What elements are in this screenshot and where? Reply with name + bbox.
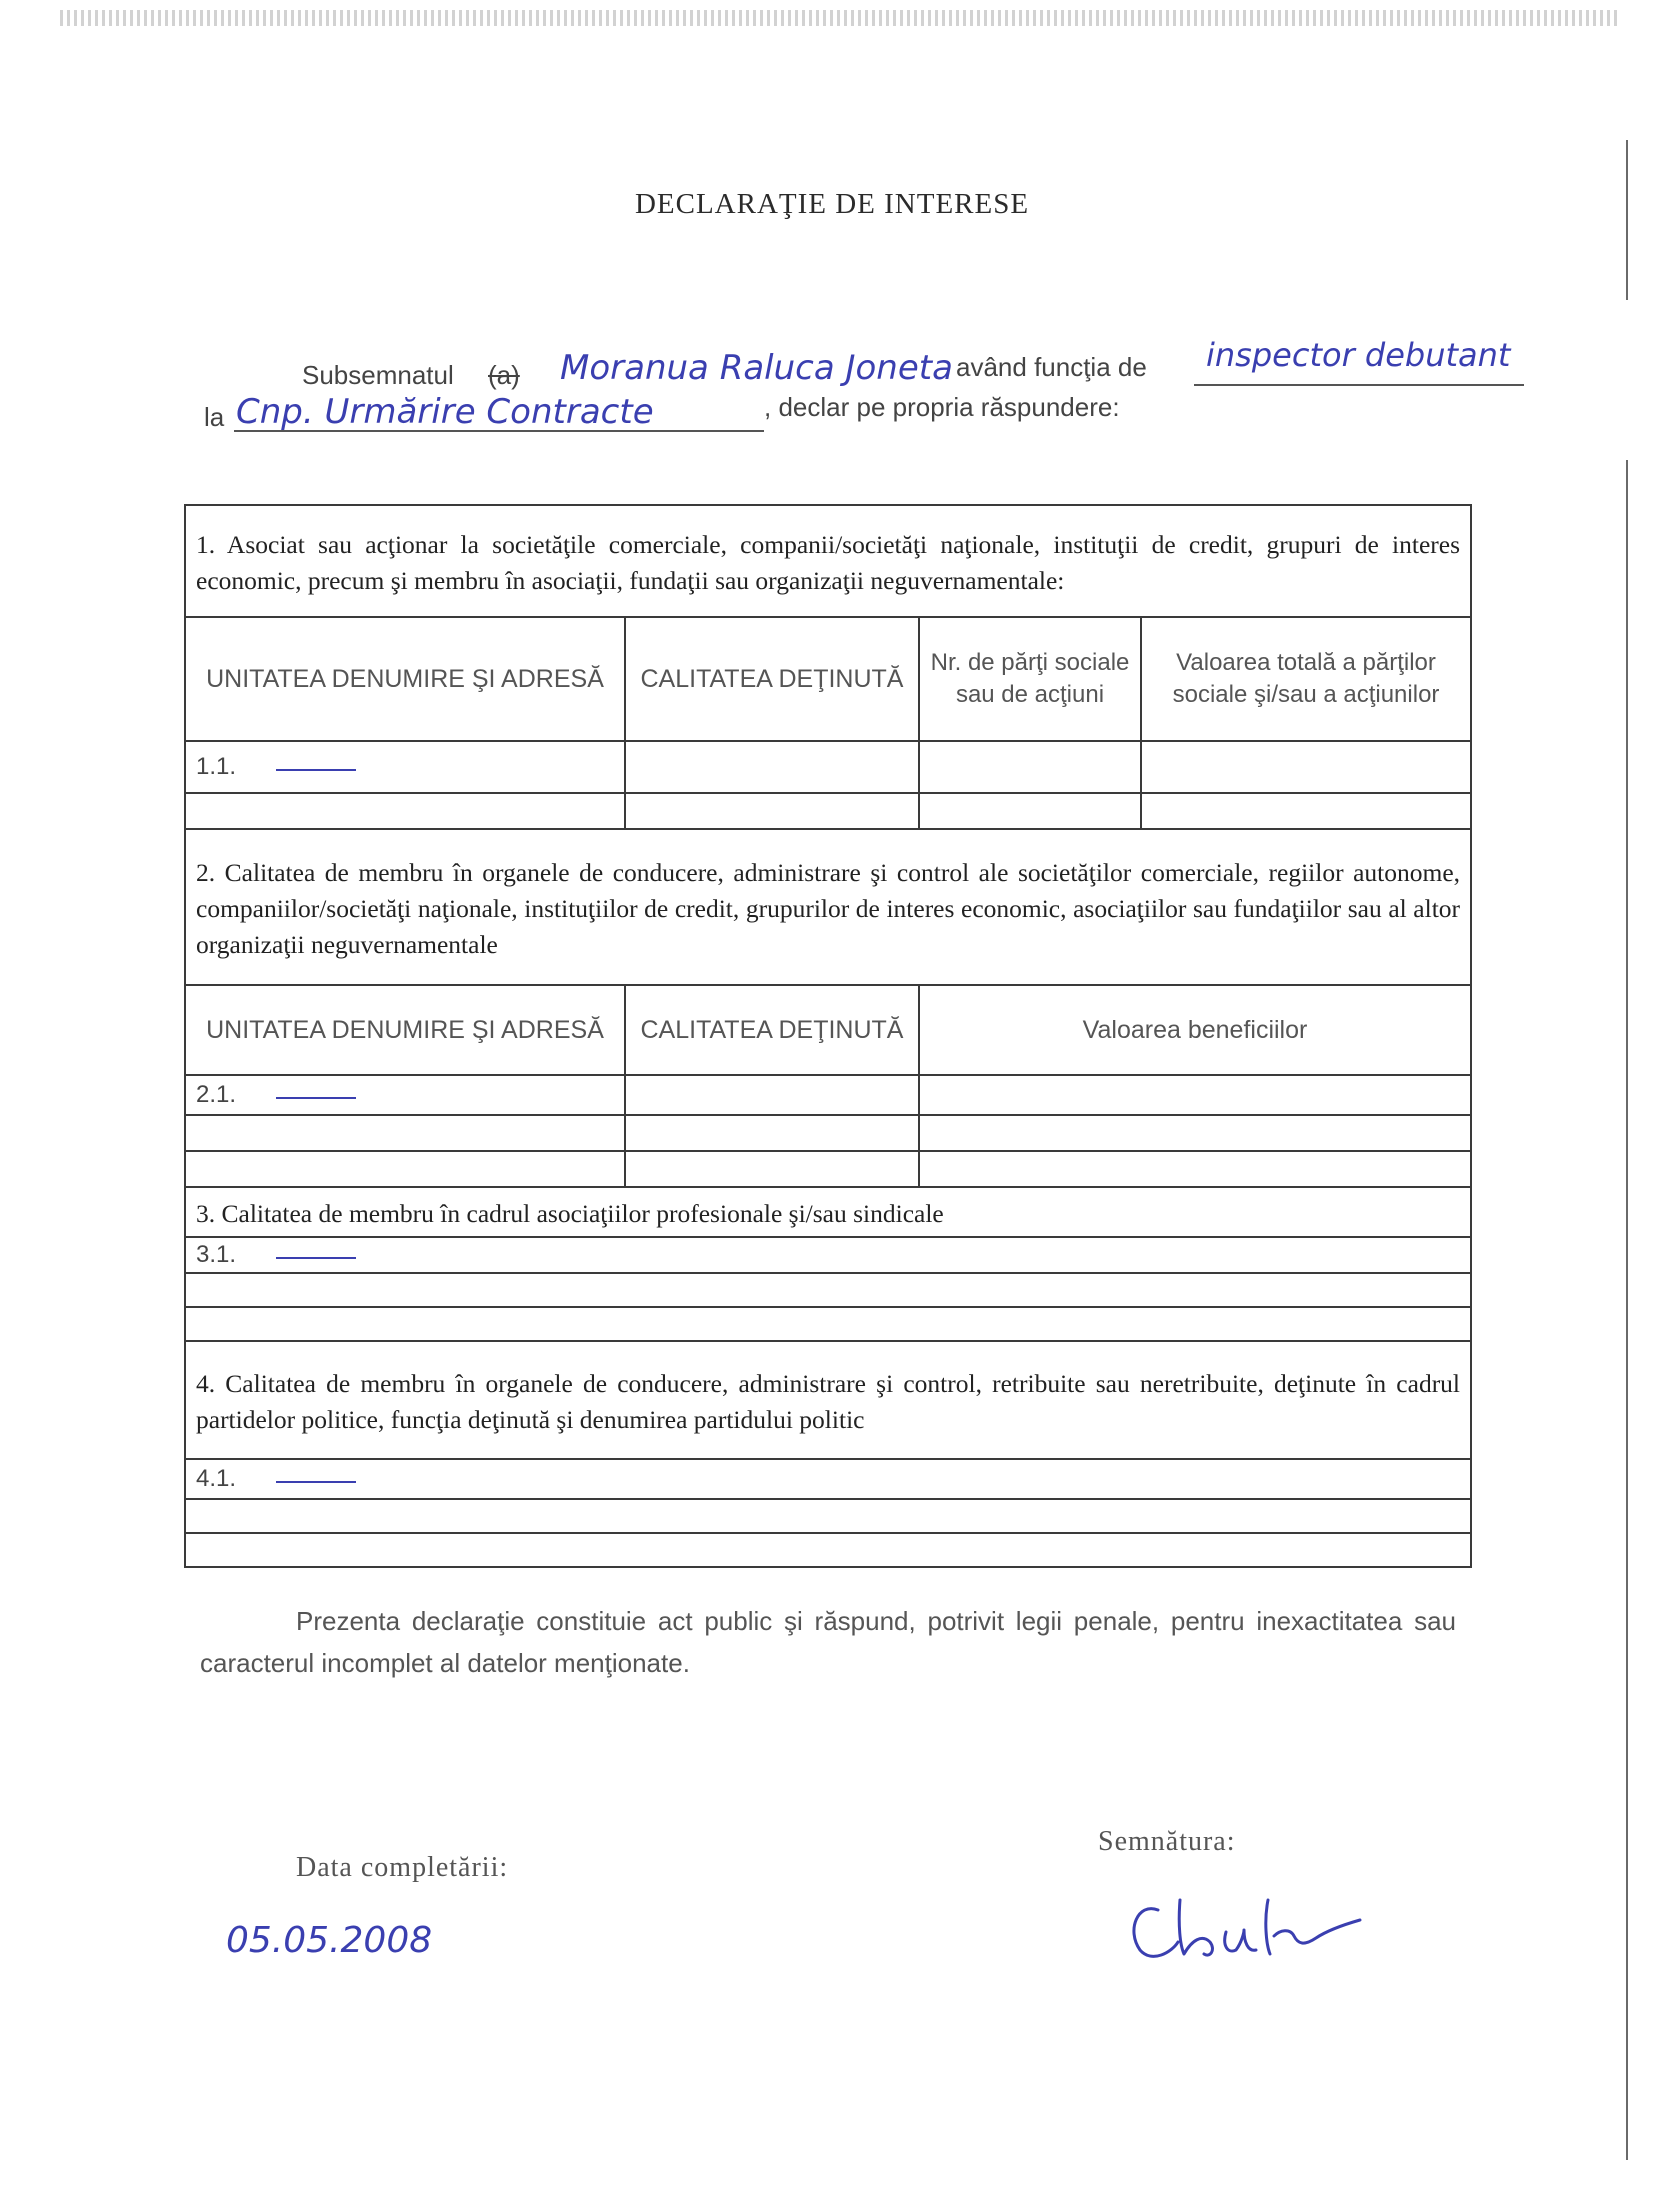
s4-row-label: 4.1. xyxy=(196,1465,237,1492)
s2-col-unitatea: UNITATEA DENUMIRE ŞI ADRESĂ xyxy=(185,985,625,1075)
dash-mark xyxy=(276,1097,356,1099)
table-cell xyxy=(625,741,919,793)
dash-mark xyxy=(276,1481,356,1483)
date-label: Data completării: xyxy=(296,1852,509,1883)
la-label: la xyxy=(204,402,225,432)
table-cell xyxy=(919,1151,1471,1187)
table-cell xyxy=(185,1151,625,1187)
table-cell xyxy=(185,1533,1471,1567)
declar-text: , declar pe propria răspundere: xyxy=(764,392,1120,422)
table-cell xyxy=(185,793,625,829)
s2-row-label: 2.1. xyxy=(196,1081,237,1108)
date-value: 05.05.2008 xyxy=(226,1920,433,1961)
s2-col-valoarea: Valoarea beneficiilor xyxy=(919,985,1471,1075)
table-cell xyxy=(625,1075,919,1115)
table-cell xyxy=(919,793,1141,829)
subsemnatul-label: Subsemnatul xyxy=(302,360,454,390)
declaration-table xyxy=(184,504,1472,1568)
s3-row-1-cell xyxy=(185,1237,1471,1273)
section-3-heading: 3. Calitatea de membru în cadrul asociaţiilor profesionale şi/sau sindicale xyxy=(185,1187,1471,1237)
function-label: având funcţia de xyxy=(956,352,1147,382)
s2-col-calitatea: CALITATEA DEŢINUTĂ xyxy=(625,985,919,1075)
s4-row-1-cell xyxy=(185,1459,1471,1499)
s3-row-label: 3.1. xyxy=(196,1241,237,1268)
scan-edge xyxy=(1626,460,1628,2160)
table-cell xyxy=(185,1307,1471,1341)
closing-statement: Prezenta declaraţie constituie act public şi răspund, potrivit legii penale, pentru inexactitatea sau caracterul incomplet al datelor menţionate. xyxy=(200,1606,1456,1678)
table-cell xyxy=(1141,793,1471,829)
table-cell xyxy=(625,1151,919,1187)
section-4-heading: 4. Calitatea de membru în organele de conducere, administrare şi control, retribuite sau neretribuite, deţinute în cadrul partidelor politice, funcţia deţinută şi denumirea partidului politic xyxy=(185,1341,1471,1459)
table-cell xyxy=(625,793,919,829)
signature-image xyxy=(1118,1880,1368,1970)
struck-suffix: (a) xyxy=(488,360,520,390)
s1-col-valoarea: Valoarea totală a părţilor sociale şi/sau a acţiunilor xyxy=(1141,617,1471,741)
table-cell xyxy=(919,1115,1471,1151)
function-value: inspector debutant xyxy=(1206,336,1511,374)
function-blank xyxy=(1194,384,1524,386)
s1-row-label: 1.1. xyxy=(196,753,237,780)
section-2-heading: 2. Calitatea de membru în organele de conducere, administrare şi control ale societăţilor comerciale, regiilor autonome, companiilor/societăţi naţionale, instituţiilor de credit, grupurilor de interes economic, asociaţiilor sau fundaţiilor sau al altor organizaţii neguvernamentale xyxy=(185,829,1471,985)
table-cell xyxy=(185,1115,625,1151)
s1-col-nr-parti: Nr. de părţi sociale sau de acţiuni xyxy=(919,617,1141,741)
dash-mark xyxy=(276,769,356,771)
table-cell xyxy=(919,1075,1471,1115)
s2-row-1-cell xyxy=(185,1075,625,1115)
table-cell xyxy=(625,1115,919,1151)
table-cell xyxy=(185,1273,1471,1307)
s1-row-1-cell xyxy=(185,741,625,793)
table-cell xyxy=(1141,741,1471,793)
dash-mark xyxy=(276,1257,356,1259)
s1-col-unitatea: UNITATEA DENUMIRE ŞI ADRESĂ xyxy=(185,617,625,741)
s1-col-calitatea: CALITATEA DEŢINUTĂ xyxy=(625,617,919,741)
table-cell xyxy=(185,1499,1471,1533)
section-1-heading: 1. Asociat sau acţionar la societăţile comerciale, companii/societăţi naţionale, instituţii de credit, grupuri de interes economic, precum şi membru în asociaţii, fundaţii sau organizaţii neguvernamentale: xyxy=(185,505,1471,617)
document-title: DECLARAŢIE DE INTERESE xyxy=(634,188,1030,220)
signature-label: Semnătura: xyxy=(1098,1826,1236,1857)
declarant-name: Moranua Raluca Joneta xyxy=(560,348,953,388)
table-cell xyxy=(919,741,1141,793)
scan-noise xyxy=(60,10,1620,26)
institution-value: Cnp. Urmărire Contracte xyxy=(236,392,654,432)
